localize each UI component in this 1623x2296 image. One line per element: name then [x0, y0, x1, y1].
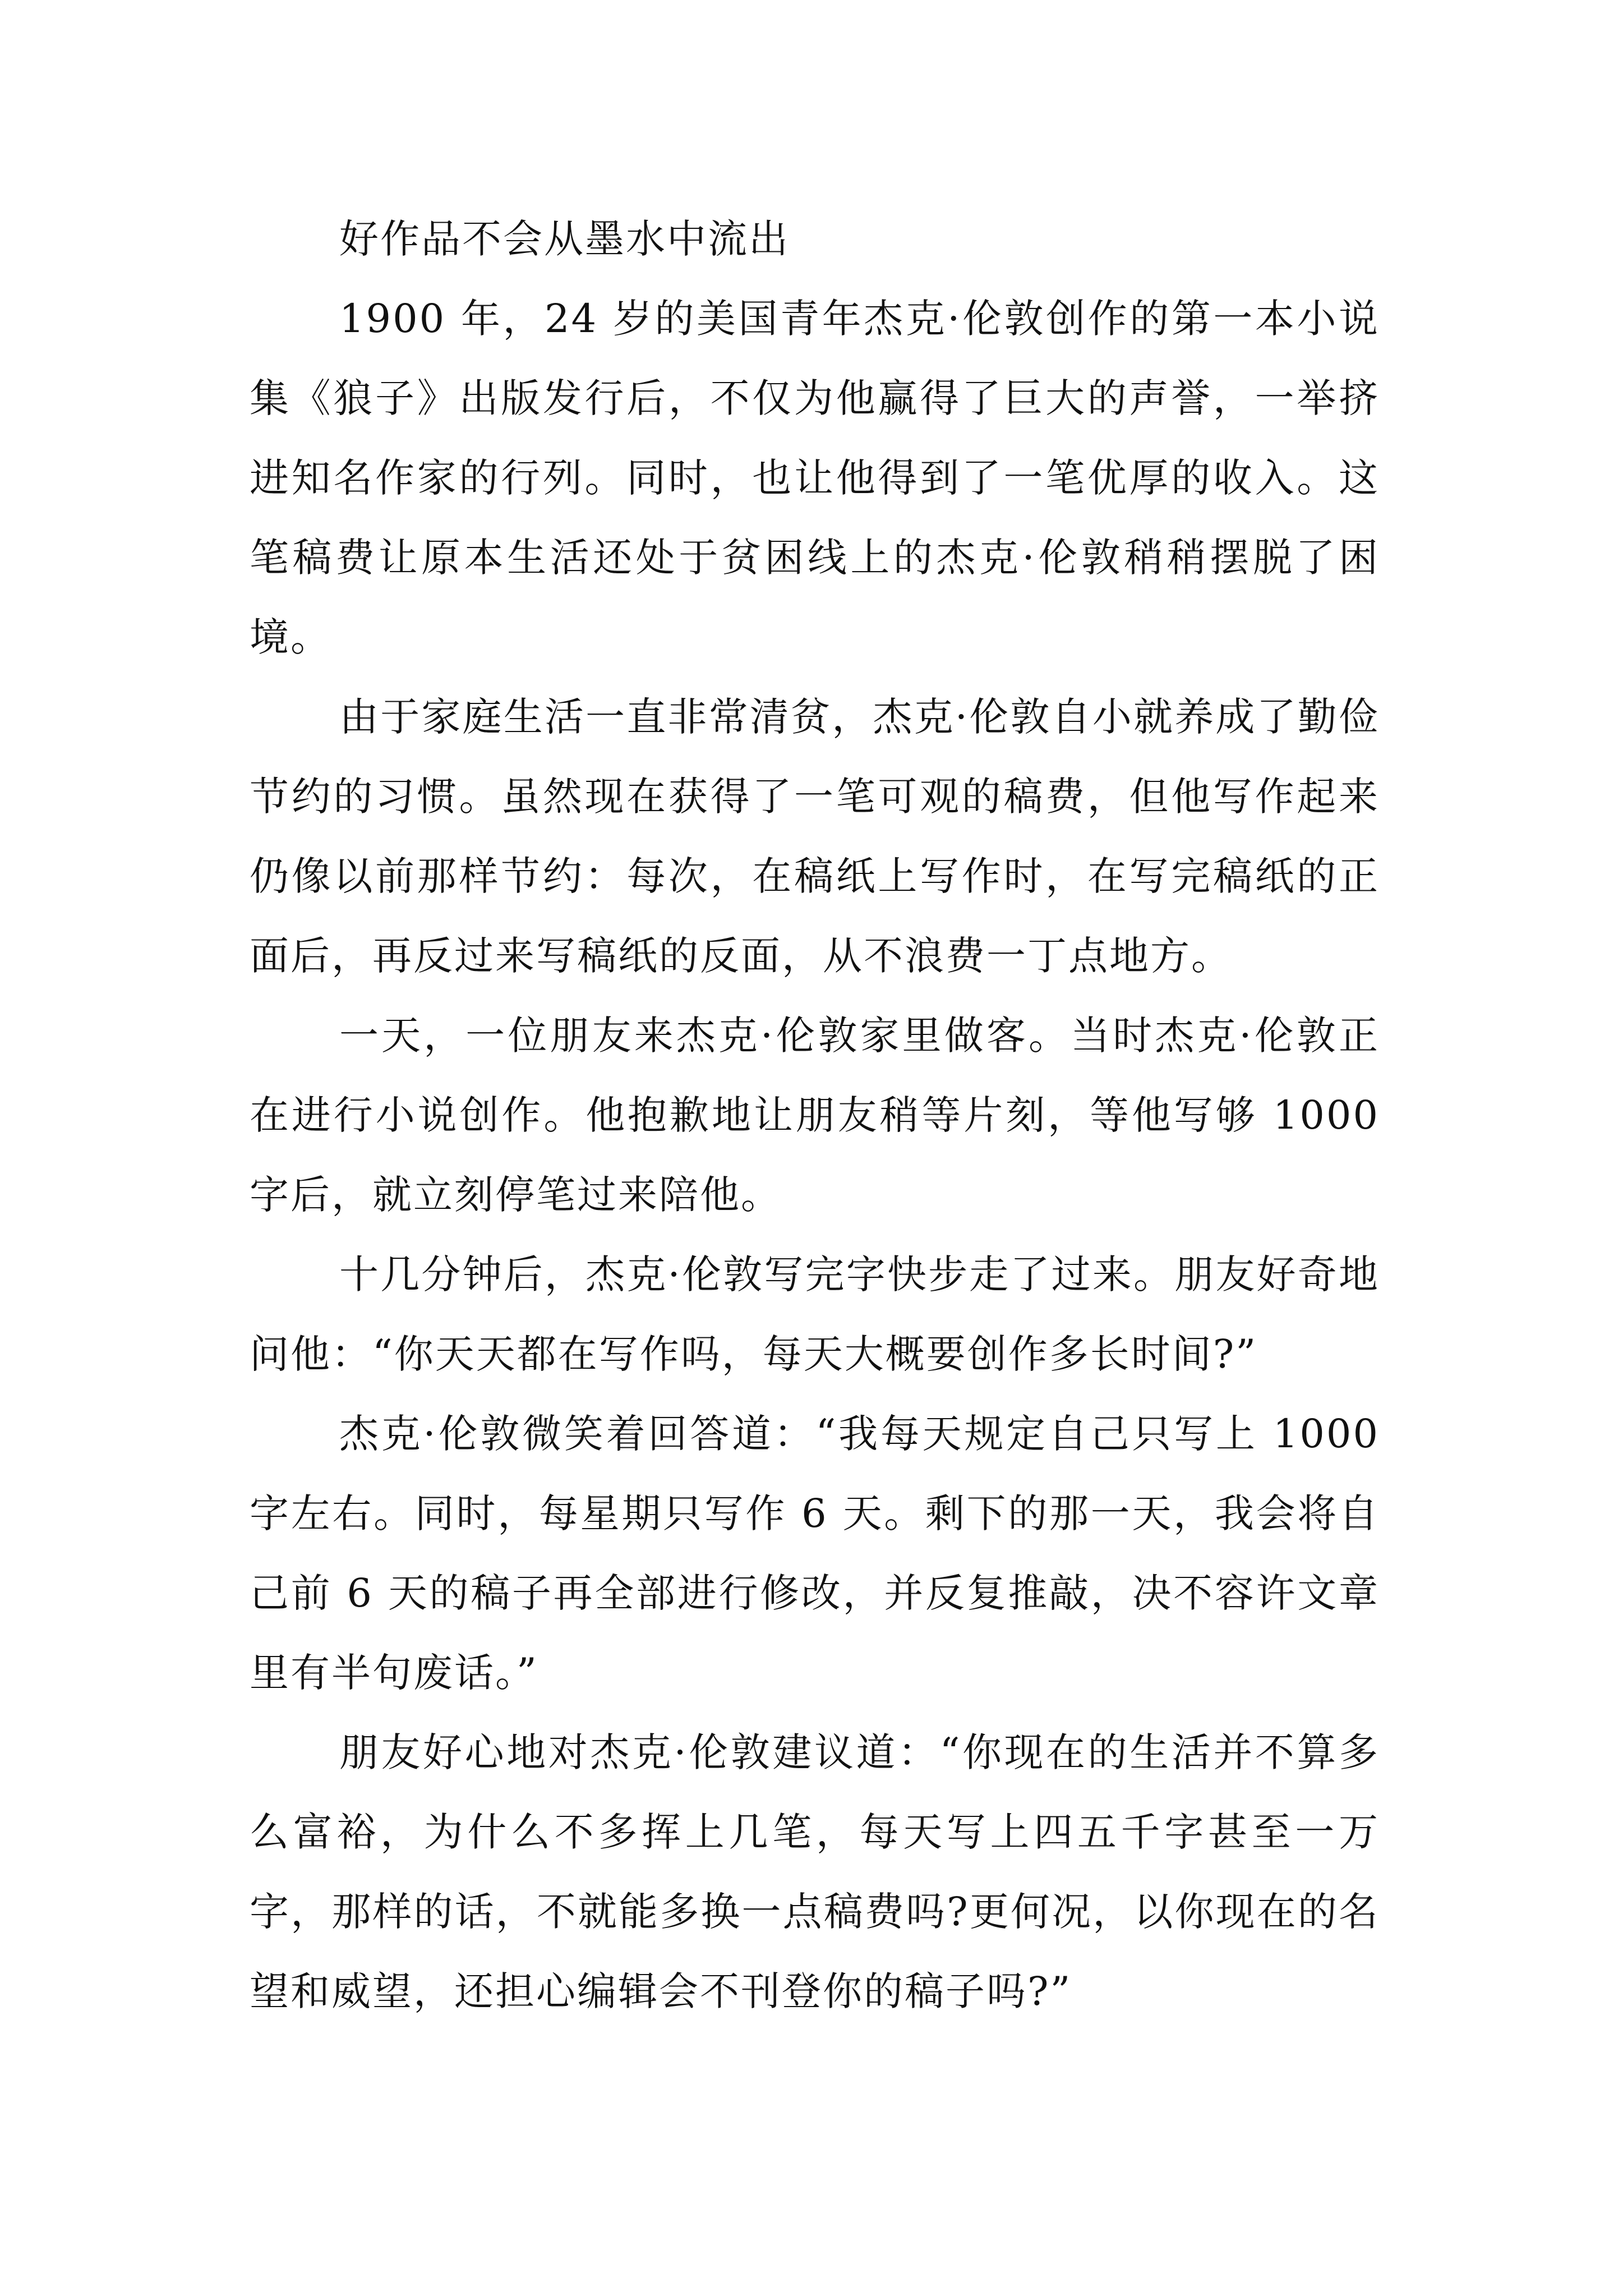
paragraph-2: 由于家庭生活一直非常清贫，杰克·伦敦自小就养成了勤俭节约的习惯。虽然现在获得了一笔可观的稿费，但他写作起来仍像以前那样节约：每次，在稿纸上写作时，在写完稿纸的正面后，再反过来写稿纸的反面，从不浪费一丁点地方。: [250, 694, 1380, 979]
paragraph-4: 十几分钟后，杰克·伦敦写完字快步走了过来。朋友好奇地问他：“你天天都在写作吗，每天大概要创作多长时间?”: [250, 1251, 1380, 1377]
paragraph-1: 1900 年，24 岁的美国青年杰克·伦敦创作的第一本小说集《狼子》出版发行后，不仅为他赢得了巨大的声誉，一举挤进知名作家的行列。同时，也让他得到了一笔优厚的收入。这笔稿费让原本生活还处于贫困线上的杰克·伦敦稍稍摆脱了困境。: [250, 296, 1380, 660]
document-title: 好作品不会从墨水中流出: [339, 216, 790, 262]
paragraph-5: 杰克·伦敦微笑着回答道：“我每天规定自己只写上 1000 字左右。同时，每星期只写作 6 天。剩下的那一天，我会将自己前 6 天的稿子再全部进行修改，并反复推敲，决不容许文章里有半句废话。”: [250, 1411, 1380, 1696]
paragraph-6: 朋友好心地对杰克·伦敦建议道：“你现在的生活并不算多么富裕，为什么不多挥上几笔，每天写上四五千字甚至一万字，那样的话，不就能多换一点稿费吗?更何况，以你现在的名望和威望，还担心编辑会不刊登你的稿子吗?”: [250, 1729, 1380, 2014]
document-body: [250, 199, 1380, 2031]
paragraph-3: 一天，一位朋友来杰克·伦敦家里做客。当时杰克·伦敦正在进行小说创作。他抱歉地让朋友稍等片刻，等他写够 1000 字后，就立刻停笔过来陪他。: [250, 1013, 1380, 1218]
